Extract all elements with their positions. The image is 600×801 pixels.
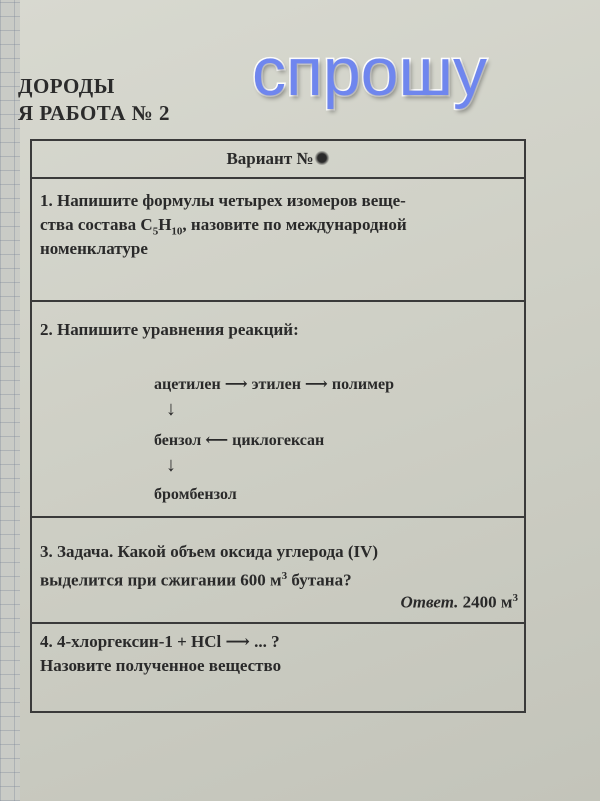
task-3-answer xyxy=(401,586,518,615)
task-1-line-3: номенклатуре xyxy=(40,239,148,258)
task-3-row xyxy=(32,518,524,624)
task-4-line-1: 4. 4-хлоргексин-1 + HCl ⟶ ... ? xyxy=(40,632,280,651)
task-3-line-1: 3. Задача. Какой объем оксида углерода (IV) xyxy=(40,542,379,561)
task-3-line-2 xyxy=(40,564,352,593)
answer-label: Ответ. xyxy=(400,592,459,612)
task-3-line-2-rest: бутана? xyxy=(287,570,352,590)
task-4-row xyxy=(32,624,524,715)
task-2-row xyxy=(32,302,524,518)
task-4-line-2: Назовите полученное вещество xyxy=(40,656,282,675)
variant-label xyxy=(32,147,524,171)
scribble-mark xyxy=(314,151,330,165)
task-1-formula-h: H xyxy=(158,215,172,234)
scheme-row-1: ацетилен ⟶ этилен ⟶ полимер xyxy=(154,376,394,393)
task-1-sub-10: 10 xyxy=(171,225,183,238)
answer-sup: 3 xyxy=(512,592,518,604)
heading-line-1: ДОРОДЫ xyxy=(18,74,115,98)
scheme-row-2: бензол ⟵ циклогексан xyxy=(154,432,325,449)
task-1-line-1: 1. Напишите формулы четырех изомеров веще- xyxy=(40,191,406,210)
task-2-line-1: 2. Напишите уравнения реакций: xyxy=(40,320,299,339)
answer-value: 2400 м xyxy=(462,592,513,612)
task-1-formula-prefix: ства состава C xyxy=(40,215,153,234)
task-1-line-2-rest: , назовите по международной xyxy=(182,215,407,234)
scheme-down-arrow-1: ↓ xyxy=(166,398,176,420)
variant-label-text: Вариант № xyxy=(226,149,314,168)
scheme-down-arrow-2: ↓ xyxy=(166,454,176,476)
heading-line-2: Я РАБОТА № 2 xyxy=(18,101,171,125)
task-3-sup: 3 xyxy=(281,570,288,582)
task-3-line-2-text: выделится при сжигании 600 м xyxy=(40,570,282,590)
task-1-sub-5: 5 xyxy=(152,225,159,238)
graph-paper-edge xyxy=(0,0,20,801)
sticker-text: спрошу xyxy=(252,34,488,110)
scheme-row-3: бромбензол xyxy=(154,486,237,503)
worksheet-table xyxy=(30,139,526,713)
variant-row xyxy=(32,141,524,179)
task-1-row xyxy=(32,179,524,302)
